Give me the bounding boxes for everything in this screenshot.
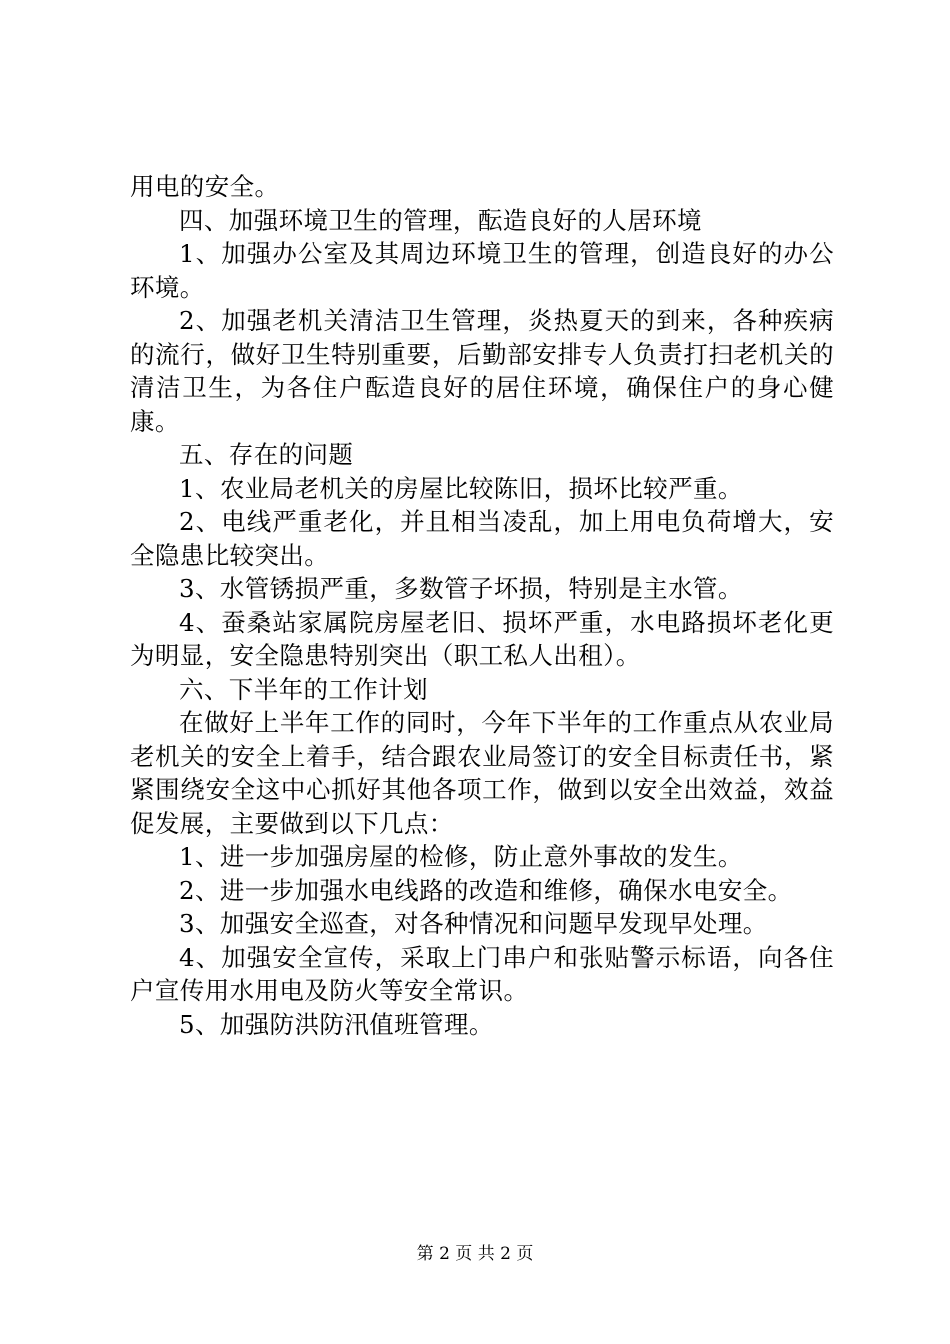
paragraph: 1、农业局老机关的房屋比较陈旧，损坏比较严重。 — [179, 473, 743, 503]
list-item: 5、加强防洪防汛值班管理。 — [179, 1009, 494, 1039]
paragraph: 在做好上半年工作的同时，今年下半年的工作重点从农业局老机关的安全上着手，结合跟农业局签订的安全目标责任书，紧紧围绕安全这中心抓好其他各项工作，做到以安全出效益，效益促发展，主要做到以下几点： — [130, 708, 834, 838]
page-number-footer: 第 2 页 共 2 页 — [416, 1244, 534, 1264]
section-heading: 四、加强环境卫生的管理，酝造良好的人居环境 — [179, 205, 702, 235]
document-body — [130, 170, 834, 1041]
paragraph: 1、加强办公室及其周边环境卫生的管理，创造良好的办公环境。 — [130, 239, 834, 302]
list-item: 2、进一步加强水电线路的改造和维修，确保水电安全。 — [179, 875, 793, 905]
list-item: 3、加强安全巡查，对各种情况和问题早发现早处理。 — [179, 909, 768, 938]
paragraph: 3、水管锈损严重，多数管子坏损，特别是主水管。 — [179, 574, 743, 603]
list-item: 1、进一步加强房屋的检修，防止意外事故的发生。 — [179, 842, 743, 871]
paragraph: 2、电线严重老化，并且相当凌乱，加上用电负荷增大，安全隐患比较突出。 — [130, 507, 834, 570]
section-heading: 六、下半年的工作计划 — [179, 674, 428, 704]
paragraph: 2、加强老机关清洁卫生管理，炎热夏天的到来，各种疾病的流行，做好卫生特别重要，后勤部安排专人负责打扫老机关的清洁卫生，为各住户酝造良好的居住环境，确保住户的身心健康。 — [130, 306, 834, 436]
paragraph: 4、蚕桑站家属院房屋老旧、损坏严重，水电路损坏老化更为明显，安全隐患特别突出（职工私人出租）。 — [130, 607, 834, 670]
paragraph: 用电的安全。 — [130, 172, 280, 201]
section-heading: 五、存在的问题 — [179, 440, 354, 469]
list-item: 4、加强安全宣传，采取上门串户和张贴警示标语，向各住户宣传用水用电及防火等安全常识。 — [130, 942, 834, 1005]
